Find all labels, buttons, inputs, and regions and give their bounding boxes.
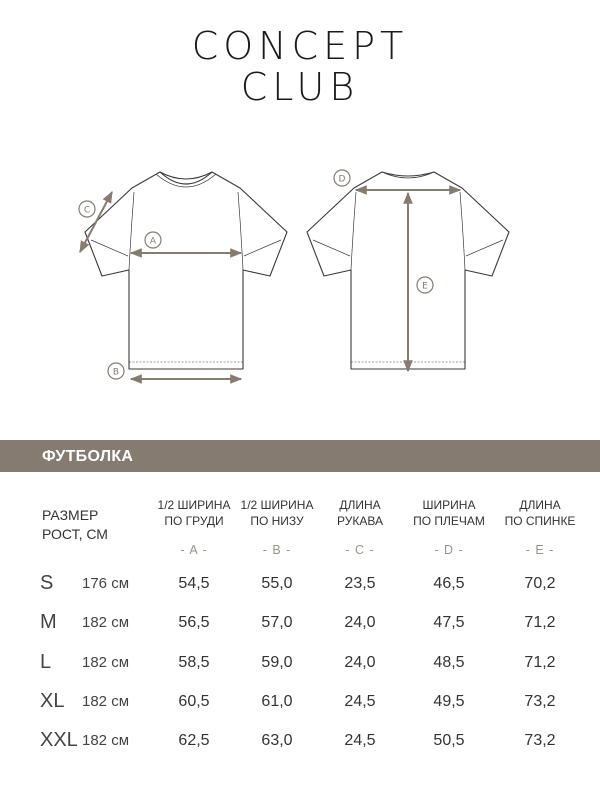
label-a: A: [149, 236, 157, 247]
label-b: B: [112, 367, 120, 378]
cell-shoulders: 48,5: [433, 654, 465, 671]
cell-shoulders: 47,5: [433, 614, 465, 631]
label-c: C: [83, 205, 91, 216]
cell-back-length: 71,2: [524, 654, 556, 671]
column-label-c: - C -: [345, 543, 375, 557]
brand-line-2: CLUB: [240, 65, 360, 109]
height-value: 182 см: [82, 654, 130, 671]
size-value: XL: [40, 690, 65, 712]
cell-hem: 59,0: [261, 654, 293, 671]
size-value: L: [40, 651, 52, 673]
cell-hem: 61,0: [261, 693, 293, 710]
cell-hem: 57,0: [261, 614, 293, 631]
column-header-line2: ПО ГРУДИ: [164, 514, 224, 528]
column-header-line1: 1/2 ШИРИНА: [240, 498, 314, 512]
cell-back-length: 70,2: [524, 575, 556, 592]
table-row: [0, 729, 600, 759]
cell-chest: 60,5: [178, 693, 210, 710]
column-header-line1: ДЛИНА: [339, 498, 381, 512]
column-label-e: - E -: [525, 543, 555, 557]
cell-back-length: 73,2: [524, 693, 556, 710]
column-header-line2: ПО ПЛЕЧАМ: [413, 514, 485, 528]
column-header-line2: РУКАВА: [337, 514, 383, 528]
table-row: [0, 690, 600, 720]
size-value: S: [40, 572, 54, 594]
cell-hem: 55,0: [261, 575, 293, 592]
height-value: 176 см: [82, 575, 130, 592]
label-e: E: [422, 281, 428, 292]
cell-back-length: 71,2: [524, 614, 556, 631]
column-header-line2: ПО НИЗУ: [250, 514, 304, 528]
cell-hem: 63,0: [261, 732, 293, 749]
cell-shoulders: 46,5: [433, 575, 465, 592]
cell-chest: 62,5: [178, 732, 210, 749]
size-value: M: [40, 611, 57, 633]
height-value: 182 см: [82, 693, 130, 710]
column-label-a: - A -: [180, 543, 208, 557]
height-value: 182 см: [82, 614, 130, 631]
table-row: [0, 651, 600, 681]
cell-sleeve: 24,0: [344, 614, 376, 631]
size-header-line1: РАЗМЕР: [42, 507, 99, 523]
section-band: [0, 440, 600, 472]
column-label-d: - D -: [434, 543, 464, 557]
cell-sleeve: 24,5: [344, 693, 376, 710]
column-header-line1: ШИРИНА: [422, 498, 476, 512]
column-header-line1: ДЛИНА: [519, 498, 561, 512]
column-header-line2: ПО СПИНКЕ: [504, 514, 576, 528]
column-header-line1: 1/2 ШИРИНА: [157, 498, 231, 512]
height-value: 182 см: [82, 732, 130, 749]
section-title: ФУТБОЛКА: [42, 448, 134, 465]
cell-back-length: 73,2: [524, 732, 556, 749]
tshirt-front: [85, 172, 287, 369]
column-header-back-length: [485, 497, 595, 529]
size-value: XXL: [40, 729, 78, 751]
cell-sleeve: 23,5: [344, 575, 376, 592]
cell-chest: 56,5: [178, 614, 210, 631]
size-header: [42, 506, 108, 544]
table-row: [0, 611, 600, 641]
size-header-line2: РОСТ, СМ: [42, 526, 108, 542]
cell-sleeve: 24,0: [344, 654, 376, 671]
label-d: D: [338, 174, 346, 185]
cell-chest: 54,5: [178, 575, 210, 592]
cell-shoulders: 50,5: [433, 732, 465, 749]
column-label-b: - B -: [262, 543, 292, 557]
tshirt-diagram: [0, 150, 600, 390]
table-row: [0, 572, 600, 602]
cell-chest: 58,5: [178, 654, 210, 671]
cell-sleeve: 24,5: [344, 732, 376, 749]
cell-shoulders: 49,5: [433, 693, 465, 710]
brand-line-1: CONCEPT: [191, 24, 409, 68]
